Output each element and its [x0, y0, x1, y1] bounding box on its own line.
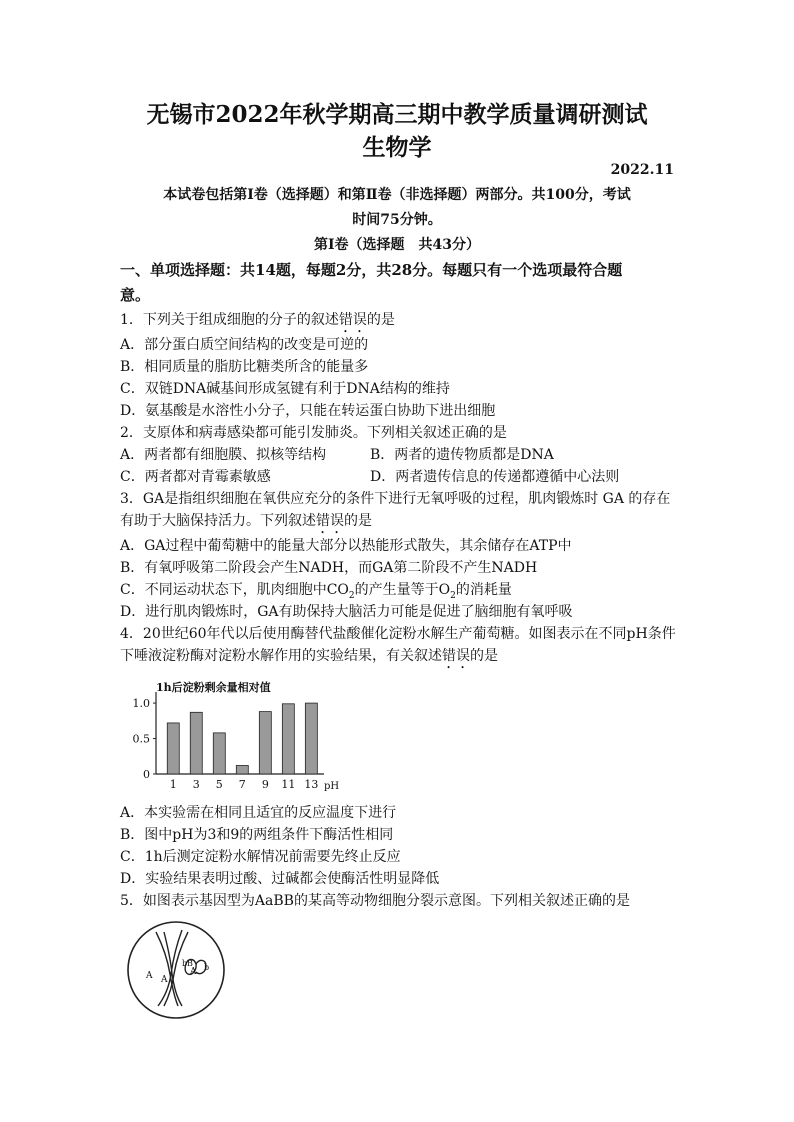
- chart-bars: [167, 703, 317, 774]
- q3-stem-line-2: 有助于大脑保持活力。下列叙述错误的是: [120, 513, 372, 529]
- bar: [190, 712, 202, 774]
- q3-option-a: A．GA过程中葡萄糖中的能量大部分以热能形式散失，其余储存在ATP中: [120, 538, 572, 554]
- x-tick-label: 1: [169, 778, 177, 791]
- q3-option-d: D．进行肌肉锻炼时，GA有助保持大脑活力可能是促进了脑细胞有氧呼吸: [120, 604, 573, 620]
- x-tick-label: 13: [304, 778, 319, 791]
- q3-option-c: C．不同运动状态下，肌肉细胞中$CO_2$的产生量等于$O_2$的消耗量: [120, 582, 512, 601]
- q4-option-c: C．1h后测定淀粉水解情况前需要先终止反应: [120, 849, 401, 865]
- q3-option-b: B．有氧呼吸第二阶段会产生NADH，而GA第二阶段不产生NADH: [120, 560, 538, 576]
- bar: [167, 723, 179, 774]
- bar: [305, 703, 317, 774]
- q4-option-d: D．实验结果表明过酸、过碱都会使酶活性明显降低: [120, 871, 440, 887]
- subject-title: 生物学: [362, 134, 432, 161]
- ph-bar-chart: [118, 676, 348, 796]
- x-tick-label: 9: [261, 778, 269, 791]
- bar: [282, 704, 294, 774]
- exam-date: 2022.11: [610, 162, 674, 178]
- intro-line-2: 时间75分钟。: [352, 212, 442, 228]
- gene-label: b: [204, 963, 210, 972]
- x-tick-label: 11: [281, 778, 296, 791]
- q1-option-b: B．相同质量的脂肪比糖类所含的能量多: [120, 359, 369, 375]
- q2-stem: 2．支原体和病毒感染都可能引发肺炎。下列相关叙述正确的是: [120, 425, 507, 441]
- q5-stem: 5．如图表示基因型为AaBB的某高等动物细胞分裂示意图。下列相关叙述正确的是: [120, 893, 630, 909]
- q1-stem: 1．下列关于组成细胞的分子的叙述错误的是: [120, 312, 395, 328]
- gene-label: b: [182, 959, 188, 968]
- q2-option-c: C．两者都对青霉素敏感: [120, 469, 271, 485]
- q4-stem-line-1: 4．20世纪60年代以后使用酶替代盐酸催化淀粉水解生产葡萄糖。如图表示在不同pH条件: [120, 626, 676, 642]
- q1-option-c: C．双链DNA碱基间形成氢键有利于DNA结构的维持: [120, 381, 450, 397]
- gene-label: A: [190, 967, 197, 977]
- bar: [259, 712, 271, 774]
- q4-stem-line-2: 下唾液淀粉酶对淀粉水解作用的实验结果，有关叙述错误的是: [120, 648, 498, 664]
- x-tick-label: 5: [215, 778, 223, 791]
- gene-label: A: [146, 971, 153, 981]
- chart-x-axis-label: pH: [324, 781, 340, 792]
- q4-option-b: B．图中pH为3和9的两组条件下酶活性相同: [120, 827, 394, 843]
- bar: [213, 733, 225, 774]
- x-tick-label: 7: [238, 778, 246, 791]
- q1-option-a: A．部分蛋白质空间结构的改变是可逆的: [120, 337, 369, 353]
- part-heading: 第Ⅰ卷（选择题 共43分）: [313, 237, 481, 253]
- x-tick-label: 3: [192, 778, 200, 791]
- q2-option-b: B．两者的遗传物质都是DNA: [370, 447, 554, 463]
- bar: [236, 765, 248, 774]
- chromosome-pair-1: [156, 930, 188, 1006]
- q2-option-a: A．两者都有细胞膜、拟核等结构: [120, 447, 327, 463]
- chart-title: 1h后淀粉剩余量相对值: [156, 681, 271, 694]
- q3-stem-line-1: 3．GA是指组织细胞在氧供应充分的条件下进行无氧呼吸的过程，肌肉锻炼时 GA 的存在: [120, 491, 671, 507]
- section-heading-1: 一、单项选择题：共14题，每题2分，共28分。每题只有一个选项最符合题: [120, 261, 623, 279]
- intro-line-1: 本试卷包括第Ⅰ卷（选择题）和第Ⅱ卷（非选择题）两部分。共100分，考试: [163, 187, 631, 203]
- q2-option-d: D．两者遗传信息的传递都遵循中心法则: [370, 469, 620, 485]
- gene-label: B: [187, 959, 193, 968]
- q1-option-d: D．氨基酸是水溶性小分子，只能在转运蛋白协助下进出细胞: [120, 403, 496, 419]
- y-tick-label: 1.0: [132, 697, 150, 711]
- y-tick-label: 0.5: [132, 732, 150, 746]
- gene-label: A: [161, 975, 168, 985]
- cell-division-diagram: [124, 918, 228, 1022]
- chart-axes: [156, 692, 324, 774]
- exam-title: 无锡市2022年秋学期高三期中教学质量调研测试: [146, 101, 648, 128]
- y-tick-label: 0: [143, 768, 150, 781]
- q4-option-a: A．本实验需在相同且适宜的反应温度下进行: [120, 805, 397, 821]
- cell-membrane: [128, 922, 224, 1018]
- section-heading-2: 意。: [120, 286, 151, 304]
